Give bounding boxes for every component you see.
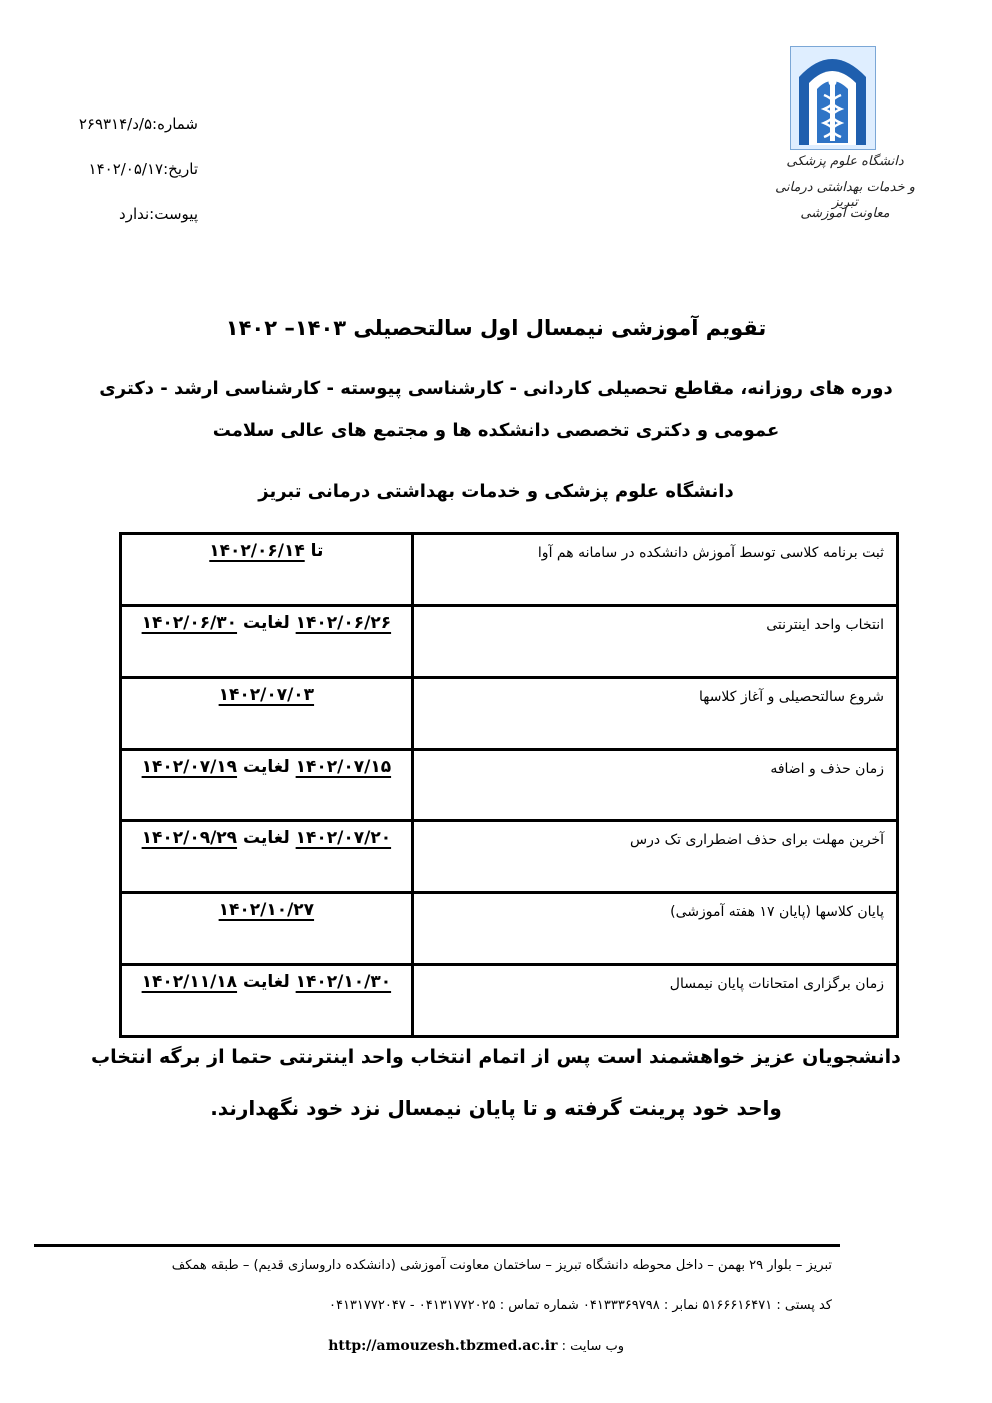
university-emblem-icon: [791, 47, 874, 148]
university-logo: [790, 46, 876, 150]
footer-contacts: کد پستی : ۵۱۶۶۶۱۶۴۷۱ نمابر : ۰۴۱۳۳۳۶۹۷۹۸ شماره تماس : ۰۴۱۳۱۷۷۲۰۲۵ - ۰۴۱۳۱۷۷۲۰۴۷: [328, 1298, 832, 1313]
date-start: ۱۴۰۲/۰۷/۱۵: [295, 756, 392, 777]
university-name: دانشگاه علوم پزشکی و خدمات بهداشتی درمانی تبریز: [258, 481, 734, 502]
date-start: ۱۴۰۲/۰۷/۲۰: [295, 828, 392, 849]
letter-number: شماره:۵/د/۲۶۹۳۱۴: [78, 115, 198, 133]
event-date: [121, 821, 413, 893]
event-label: انتخاب واحد اینترنتی: [412, 605, 897, 677]
event-label: شروع سالتحصیلی و آغاز کلاسها: [412, 677, 897, 749]
event-date: [121, 677, 413, 749]
calendar-table: [119, 532, 899, 1038]
event-date: [121, 893, 413, 965]
table-row: [121, 749, 898, 821]
event-label: زمان برگزاری امتحانات پایان نیمسال: [412, 965, 897, 1037]
event-label: ثبت برنامه کلاسی توسط آموزش دانشکده در سامانه هم آوا: [412, 534, 897, 606]
date-end: ۱۴۰۲/۱۱/۱۸: [141, 972, 238, 993]
event-label: زمان حذف و اضافه: [412, 749, 897, 821]
event-date: [121, 534, 413, 606]
footer-website: [328, 1338, 624, 1354]
date-joiner: لغایت: [237, 828, 296, 849]
date-end: ۱۴۰۲/۰۹/۲۹: [141, 828, 238, 849]
footer-address: تبریز – بلوار ۲۹ بهمن – داخل محوطه دانشگاه تبریز – ساختمان معاونت آموزشی (دانشکده داروسازی قدیم) – طبقه همکف: [171, 1258, 832, 1273]
subtitle-line2: عمومی و دکتری تخصصی دانشکده ها و مجتمع های عالی سلامت: [212, 420, 780, 441]
date-start: ۱۴۰۲/۰۶/۲۶: [295, 612, 392, 633]
date-start: ۱۴۰۲/۰۶/۱۴: [209, 541, 305, 561]
table-row: [121, 677, 898, 749]
letter-date: تاریخ:۱۴۰۲/۰۵/۱۷: [88, 160, 198, 178]
logo-caption-line2: و خدمات بهداشتی درمانی تبریز: [775, 180, 915, 210]
date-end: ۱۴۰۲/۰۶/۳۰: [141, 612, 238, 633]
letter-attachment: پیوست:ندارد: [119, 205, 198, 223]
event-date: [121, 605, 413, 677]
subtitle-line1: دوره های روزانه، مقاطع تحصیلی کاردانی - کارشناسی پیوسته - کارشناسی ارشد - دکتری: [99, 378, 893, 399]
date-joiner: لغایت: [237, 972, 296, 993]
date-joiner: لغایت: [237, 756, 296, 777]
website-link[interactable]: http://amouzesh.tbzmed.ac.ir: [328, 1338, 558, 1354]
date-start: ۱۴۰۲/۱۰/۲۷: [218, 900, 315, 921]
table-row: [121, 605, 898, 677]
table-row: [121, 534, 898, 606]
notice-line2: واحد خود پرینت گرفته و تا پایان نیمسال نزد خود نگهدارند.: [210, 1096, 782, 1120]
footer-divider: [34, 1244, 840, 1247]
event-date: [121, 965, 413, 1037]
logo-caption-line1: دانشگاه علوم پزشکی: [786, 154, 904, 169]
table-row: [121, 893, 898, 965]
date-prefix: تا: [304, 541, 324, 561]
table-row: [121, 821, 898, 893]
date-end: ۱۴۰۲/۰۷/۱۹: [141, 756, 238, 777]
event-date: [121, 749, 413, 821]
date-start: ۱۴۰۲/۰۷/۰۳: [218, 684, 315, 705]
logo-caption-line3: معاونت آموزشی: [800, 206, 890, 221]
table-row: [121, 965, 898, 1037]
document-title: تقویم آموزشی نیمسال اول سالتحصیلی ۱۴۰۳– ۱۴۰۲: [225, 316, 767, 340]
notice-line1: دانشجویان عزیز خواهشمند است پس از اتمام انتخاب واحد اینترنتی حتما از برگه انتخاب: [91, 1046, 901, 1068]
website-label: وب سایت :: [557, 1339, 624, 1354]
date-start: ۱۴۰۲/۱۰/۳۰: [295, 972, 392, 993]
letter-meta: [40, 115, 198, 225]
date-joiner: لغایت: [237, 612, 296, 633]
event-label: آخرین مهلت برای حذف اضطراری تک درس: [412, 821, 897, 893]
event-label: پایان کلاسها (پایان ۱۷ هفته آموزشی): [412, 893, 897, 965]
